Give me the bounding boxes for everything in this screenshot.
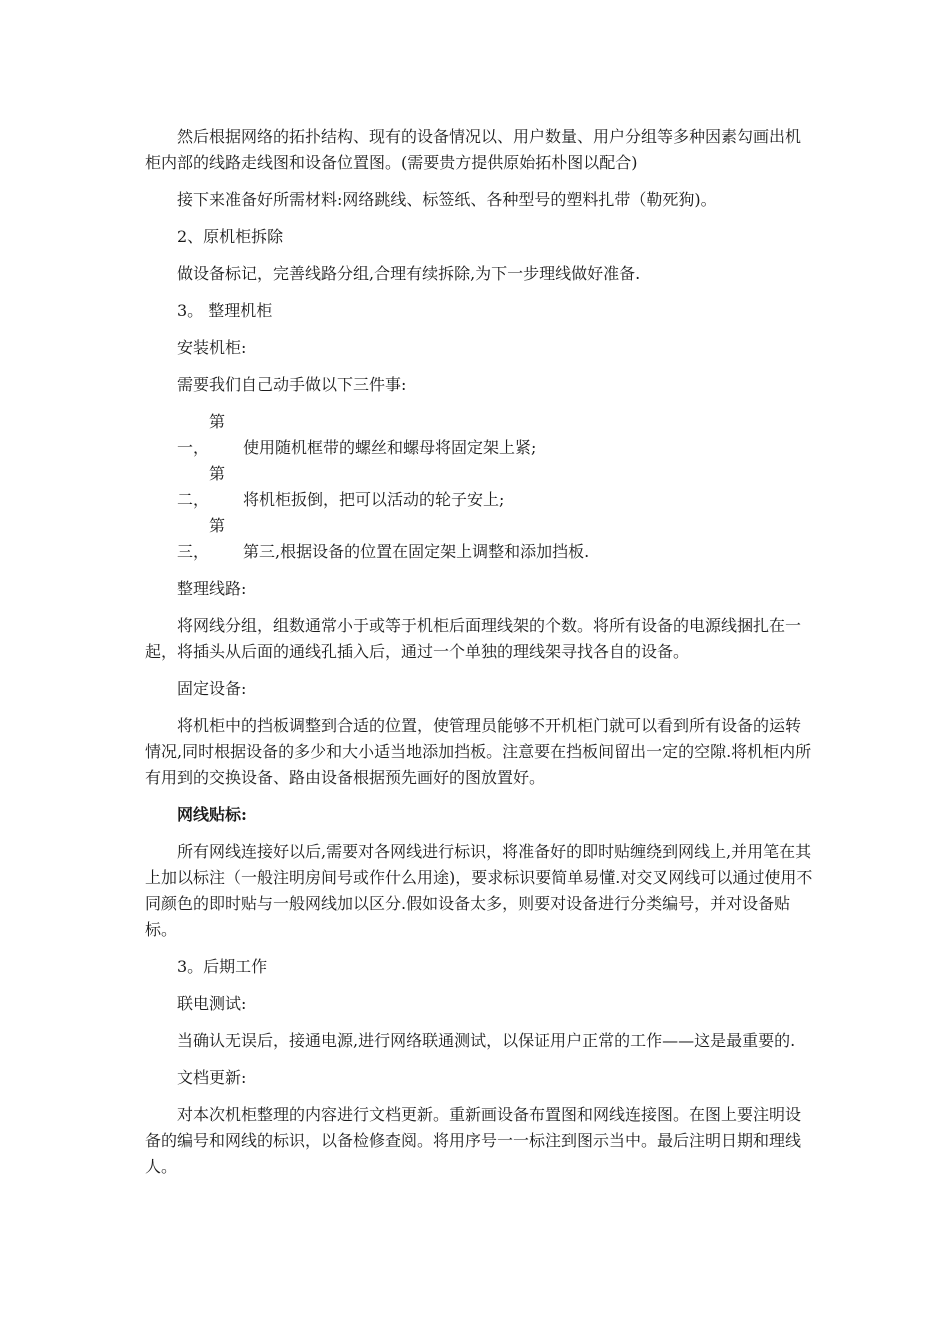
- heading-remove-cabinet: 2、原机柜拆除: [177, 227, 284, 246]
- step-item: [145, 409, 815, 461]
- paragraph-doc-update: 对本次机柜整理的内容进行文档更新。重新画设备布置图和网线连接图。在图上要注明设备的编号和网线的标识，以备检修查阅。将用序号一一标注到图示当中。最后注明日期和理线人。: [145, 1105, 802, 1176]
- paragraph-labeling: 所有网线连接好以后,需要对各网线进行标识，将准备好的即时贴缠绕到网线上,并用笔在其上加以标注（一般注明房间号或作什么用途)，要求标识要简单易懂.对交叉网线可以通过使用不同颜色的即时贴与一般网线加以区分.假如设备太多，则要对设备进行分类编号，并对设备贴标。: [145, 842, 813, 939]
- document-body: [145, 124, 815, 1191]
- paragraph-baffles: 将机柜中的挡板调整到合适的位置，使管理员能够不开机柜门就可以看到所有设备的运转情况,同时根据设备的多少和大小适当地添加挡板。注意要在挡板间留出一定的空隙.将机柜内所有用到的交换设备、路由设备根据预先画好的图放置好。: [145, 716, 812, 787]
- paragraph-topology: 然后根据网络的拓扑结构、现有的设备情况以、用户数量、用户分组等多种因素勾画出机柜内部的线路走线图和设备位置图。(需要贵方提供原始拓朴图以配合): [145, 127, 802, 172]
- step-number: 第一，: [177, 412, 226, 457]
- paragraph-three-tasks: 需要我们自己动手做以下三件事:: [177, 375, 407, 394]
- step-item: [145, 513, 815, 565]
- step-item: [145, 461, 815, 513]
- paragraph-cable-grouping: 将网线分组，组数通常小于或等于机柜后面理线架的个数。将所有设备的电源线捆扎在一起，将插头从后面的通线孔插入后，通过一个单独的理线架寻找各自的设备。: [145, 616, 802, 661]
- step-text: 第三,根据设备的位置在固定架上调整和添加挡板.: [243, 542, 590, 561]
- step-number: 第二，: [177, 464, 226, 509]
- step-number: 第三，: [177, 516, 226, 561]
- step-list: [145, 409, 815, 565]
- heading-cable-management: 整理线路:: [177, 579, 247, 598]
- heading-fix-devices: 固定设备:: [177, 679, 247, 698]
- step-text: 使用随机框带的螺丝和螺母将固定架上紧;: [243, 438, 537, 457]
- heading-doc-update: 文档更新:: [177, 1068, 247, 1087]
- heading-install-cabinet: 安装机柜:: [177, 338, 247, 357]
- heading-later-work: 3。后期工作: [177, 957, 268, 976]
- paragraph-materials: 接下来准备好所需材料:网络跳线、标签纸、各种型号的塑料扎带（勒死狗)。: [177, 190, 717, 209]
- heading-cable-labels: 网线贴标:: [177, 805, 247, 824]
- heading-power-test: 联电测试:: [177, 994, 247, 1013]
- heading-arrange-cabinet: 3。 整理机柜: [177, 301, 273, 320]
- paragraph-remove: 做设备标记，完善线路分组,合理有续拆除,为下一步理线做好准备.: [177, 264, 641, 283]
- paragraph-power-test: 当确认无误后，接通电源,进行网络联通测试，以保证用户正常的工作——这是最重要的.: [177, 1031, 796, 1050]
- step-text: 将机柜扳倒，把可以活动的轮子安上;: [243, 490, 505, 509]
